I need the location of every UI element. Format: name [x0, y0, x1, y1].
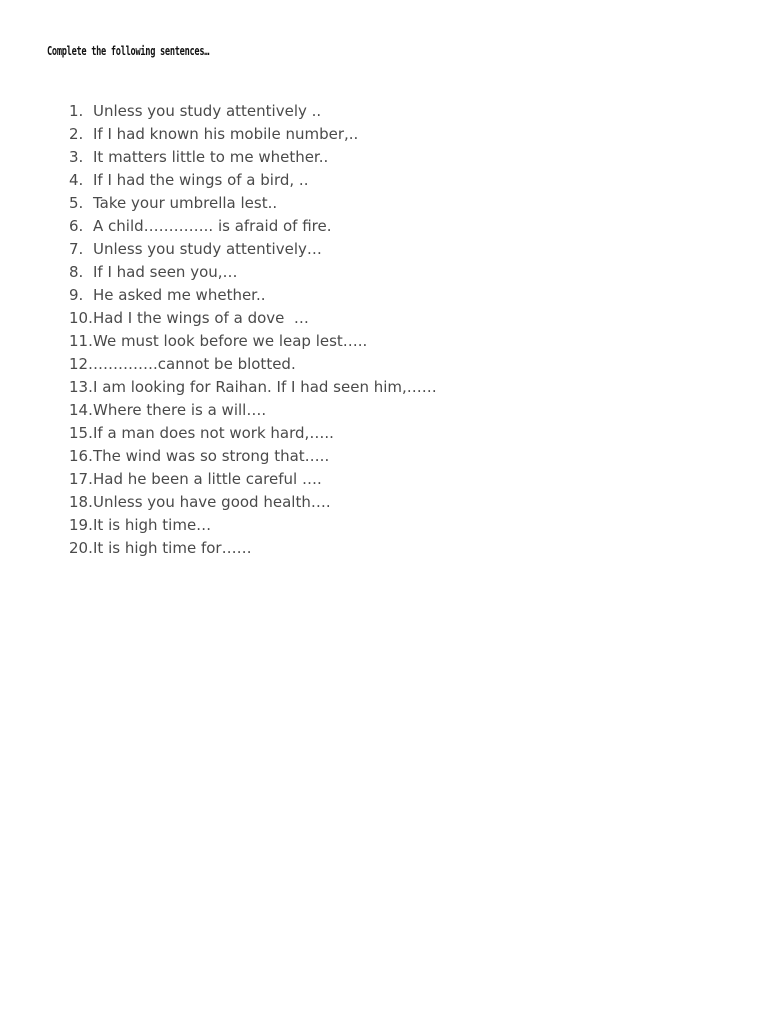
item-text: If I had the wings of a bird, .. — [93, 171, 309, 189]
item-text: Take your umbrella lest.. — [93, 194, 278, 212]
item-number: 10. — [69, 309, 93, 327]
item-text: Where there is a will…. — [93, 401, 267, 419]
item-number: 3. — [69, 148, 84, 166]
item-text: Unless you study attentively .. — [93, 102, 322, 120]
item-text: Unless you study attentively… — [93, 240, 322, 258]
item-number: 20. — [69, 539, 93, 557]
item-text: It is high time… — [93, 516, 212, 534]
item-number: 1. — [69, 102, 84, 120]
item-text: I am looking for Raihan. If I had seen him,…… — [93, 378, 437, 396]
item-text: The wind was so strong that….. — [93, 447, 330, 465]
item-number: 8. — [69, 263, 84, 281]
item-number: 14. — [69, 401, 93, 419]
item-number: 15. — [69, 424, 93, 442]
item-text: Had I the wings of a dove … — [93, 309, 309, 327]
item-text: He asked me whether.. — [93, 286, 266, 304]
item-number: 6. — [69, 217, 84, 235]
item-number: 11. — [69, 332, 93, 350]
item-text: If I had known his mobile number,.. — [93, 125, 359, 143]
item-number: 7. — [69, 240, 84, 258]
item-number: 19. — [69, 516, 93, 534]
item-text: If a man does not work hard,….. — [93, 424, 334, 442]
page-title: Complete the following sentences… — [47, 44, 210, 58]
item-text: Had he been a little careful …. — [93, 470, 322, 488]
item-text: If I had seen you,… — [93, 263, 238, 281]
item-number: 9. — [69, 286, 84, 304]
item-number: 2. — [69, 125, 84, 143]
item-number: 18. — [69, 493, 93, 511]
item-number: 13. — [69, 378, 93, 396]
item-text: It is high time for…… — [93, 539, 252, 557]
item-number: 16. — [69, 447, 93, 465]
item-text: It matters little to me whether.. — [93, 148, 329, 166]
item-number: 5. — [69, 194, 84, 212]
item-text: Unless you have good health…. — [93, 493, 331, 511]
item-number: 17. — [69, 470, 93, 488]
item-number: 12. — [69, 355, 93, 373]
item-text: ………….cannot be blotted. — [93, 355, 296, 373]
item-text: A child………….. is afraid of fire. — [93, 217, 332, 235]
item-number: 4. — [69, 171, 84, 189]
item-text: We must look before we leap lest….. — [93, 332, 368, 350]
